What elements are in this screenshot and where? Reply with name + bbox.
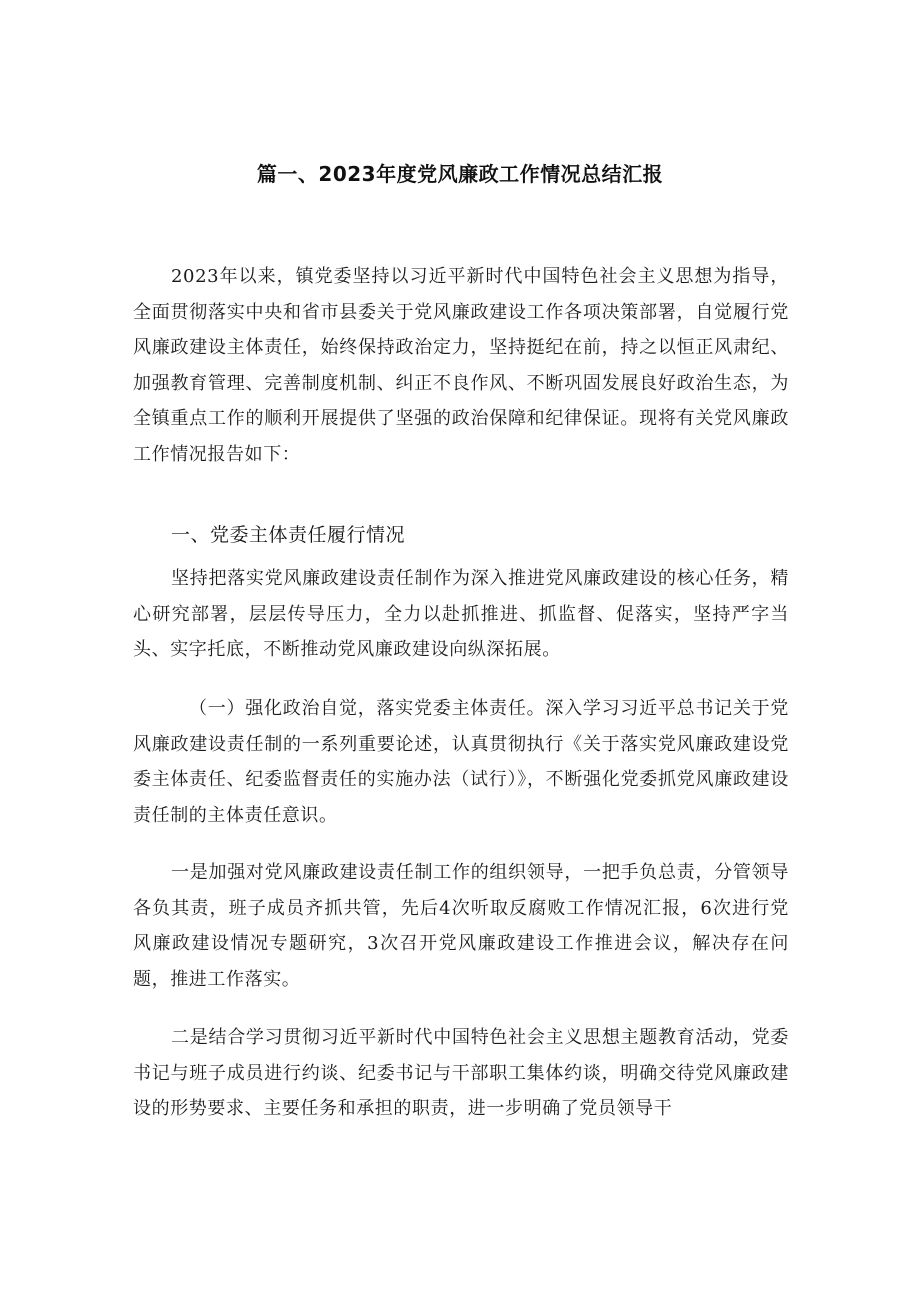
point-two-paragraph: 二是结合学习贯彻习近平新时代中国特色社会主义思想主题教育活动，党委书记与班子成员进行约谈、纪委书记与干部职工集体约谈，明确交待党风廉政建设的形势要求、主要任务和承担的职责，进一步明确了党员领导干 — [133, 1027, 789, 1119]
section-heading: 一、党委主体责任履行情况 — [171, 524, 406, 546]
section-intro-paragraph: 坚持把落实党风廉政建设责任制作为深入推进党风廉政建设的核心任务，精心研究部署，层层传导压力，全力以赴抓推进、抓监督、促落实，坚持严字当头、实字托底，不断推动党风廉政建设向纵深拓展。 — [133, 568, 789, 660]
intro-paragraph: 2023年以来，镇党委坚持以习近平新时代中国特色社会主义思想为指导，全面贯彻落实中央和省市县委关于党风廉政建设工作各项决策部署，自觉履行党风廉政建设主体责任，始终保持政治定力，坚持挺纪在前，持之以恒正风肃纪、加强教育管理、完善制度机制、纠正不良作风、不断巩固发展良好政治生态，为全镇重点工作的顺利开展提供了坚强的政治保障和纪律保证。现将有关党风廉政工作情况报告如下： — [133, 266, 789, 465]
point-one-paragraph: 一是加强对党风廉政建设责任制工作的组织领导，一把手负总责，分管领导各负其责，班子成员齐抓共管，先后4次听取反腐败工作情况汇报，6次进行党风廉政建设情况专题研究，3次召开党风廉政建设工作推进会议，解决存在问题，推进工作落实。 — [133, 862, 789, 990]
page-title: 篇一、2023年度党风廉政工作情况总结汇报 — [256, 162, 664, 186]
subsection-paragraph: （一）强化政治自觉，落实党委主体责任。深入学习习近平总书记关于党风廉政建设责任制的一系列重要论述，认真贯彻执行《关于落实党风廉政建设党委主体责任、纪委监督责任的实施办法（试行）》，不断强化党委抓党风廉政建设责任制的主体责任意识。 — [133, 698, 789, 826]
